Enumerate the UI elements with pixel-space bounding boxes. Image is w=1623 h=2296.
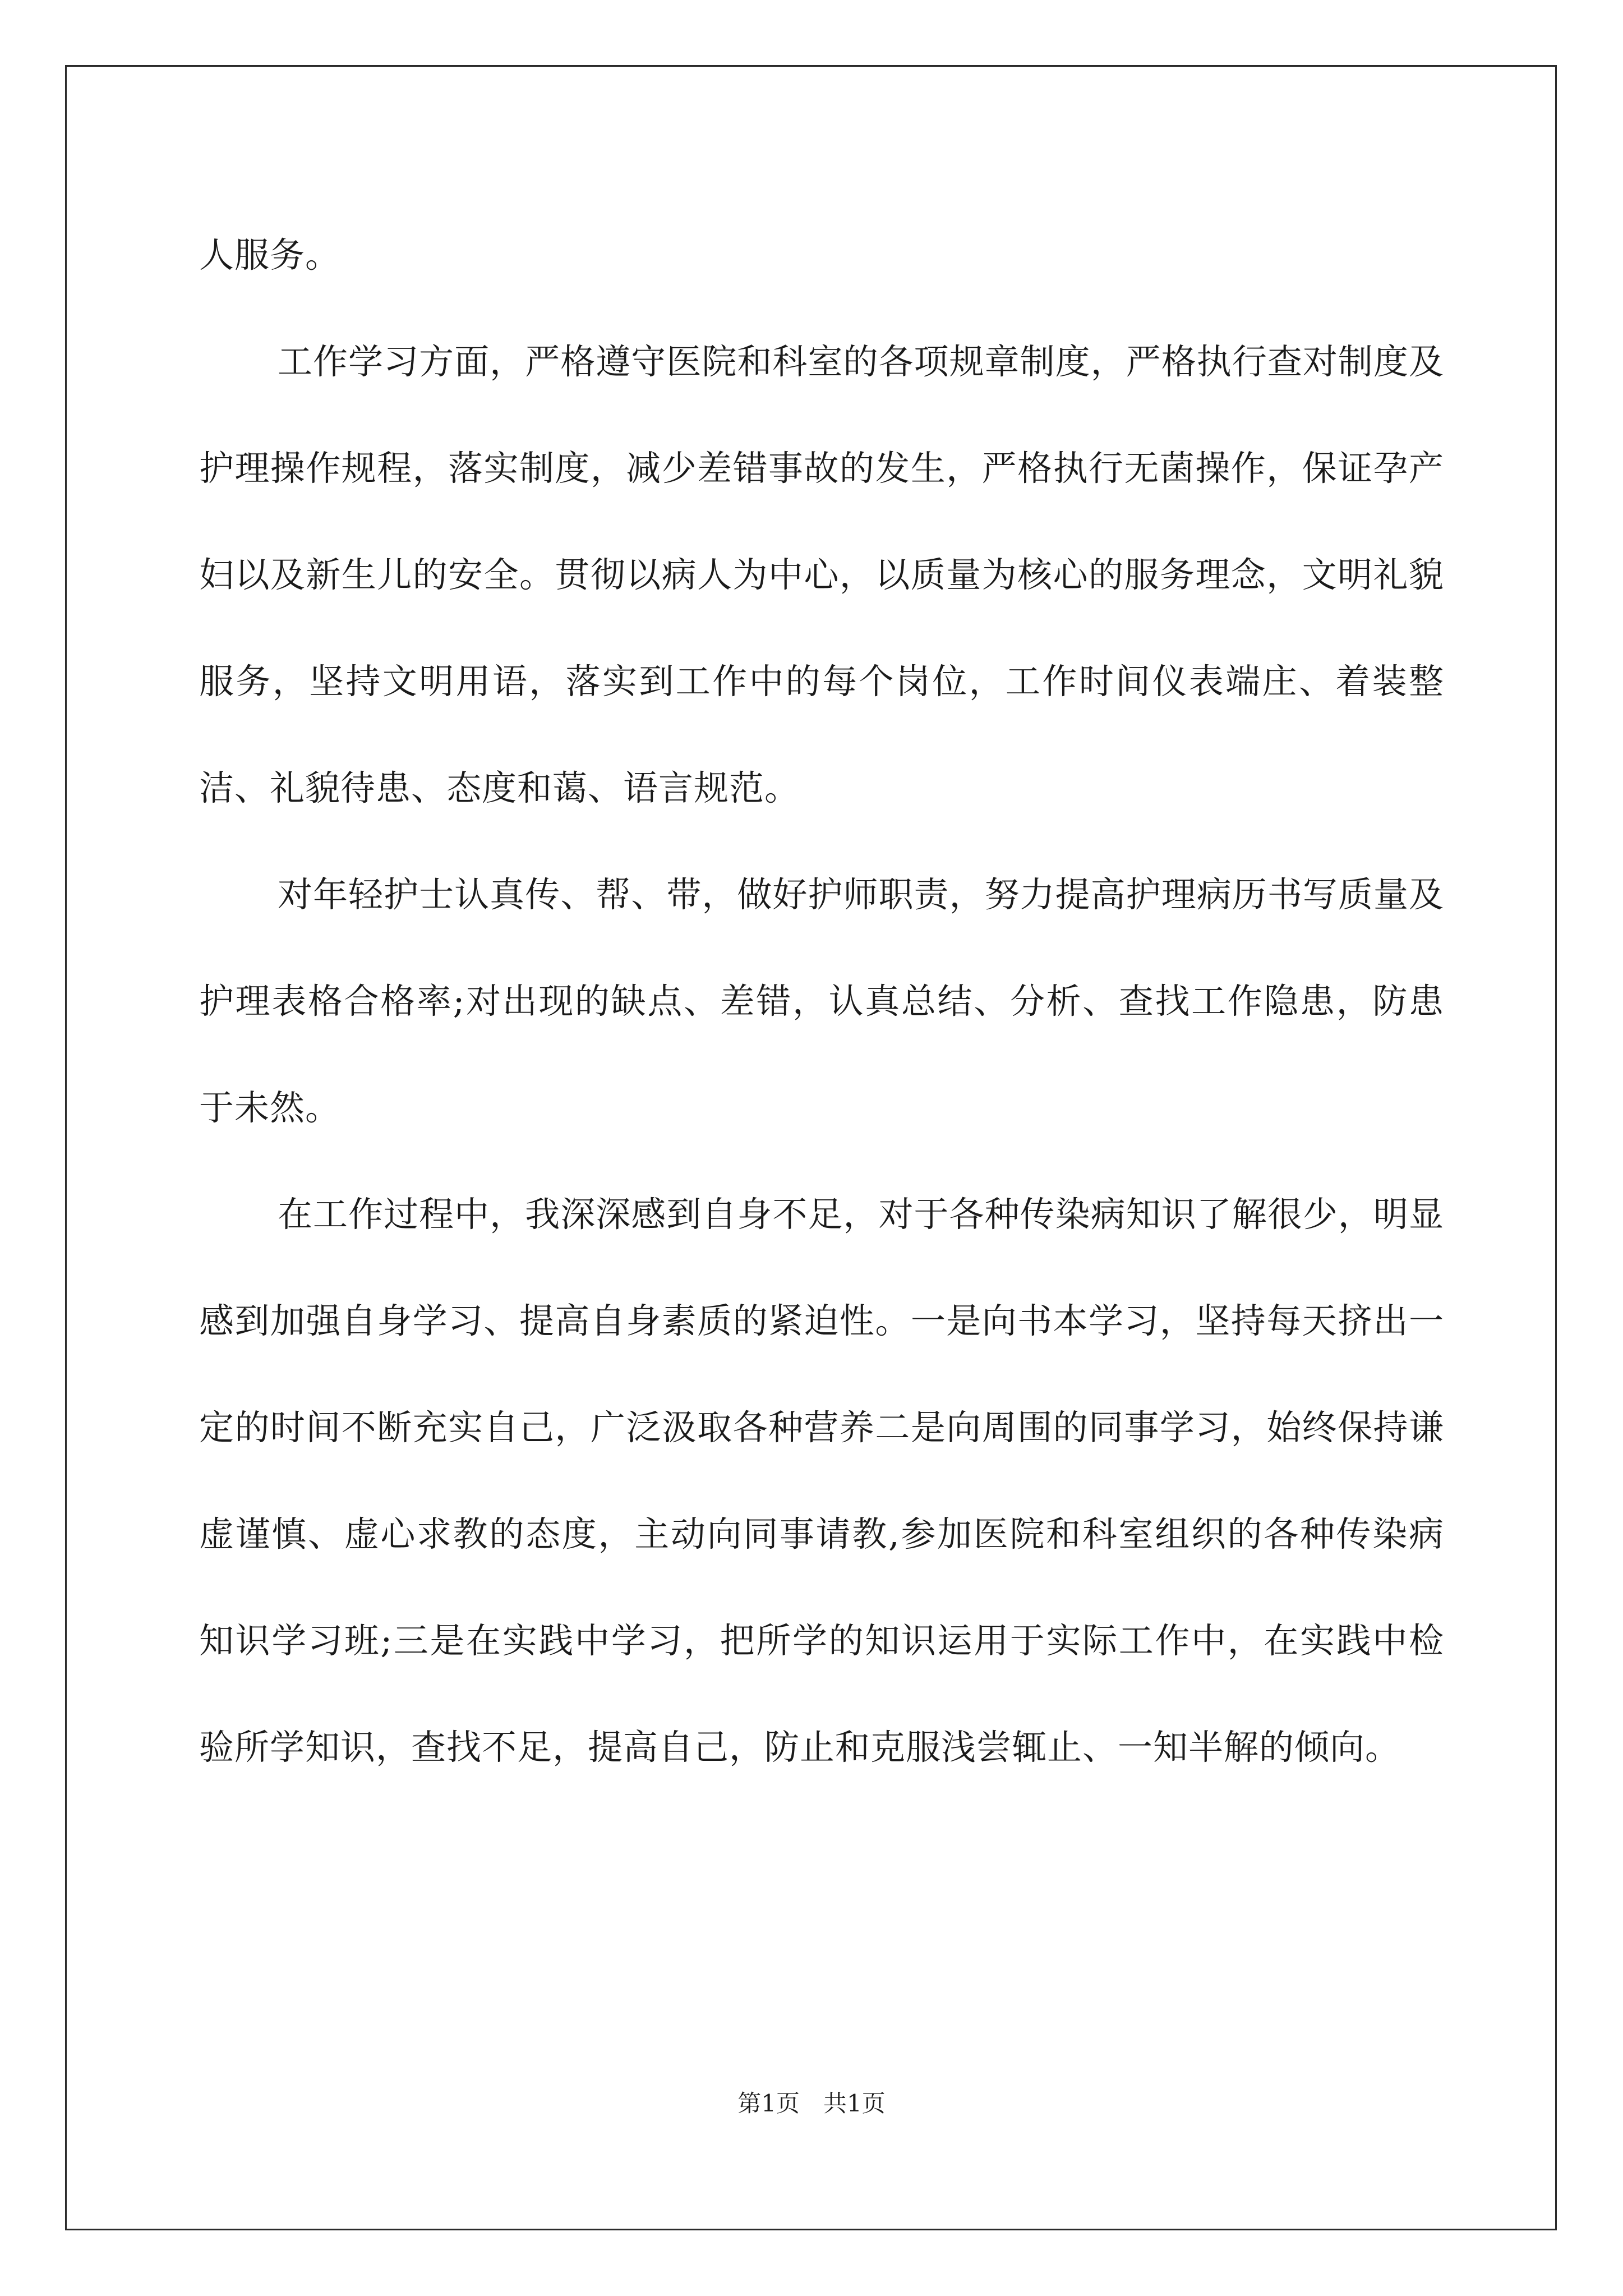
paragraph-4: 在工作过程中，我深深感到自身不足，对于各种传染病知识了解很少，明显感到加强自身学习、提高自身素质的紧迫性。一是向书本学习，坚持每天挤出一定的时间不断充实自己，广泛汲取各种营养二是向周围的同事学习，始终保持谦虚谨慎、虚心求教的态度，主动向同事请教,参加医院和科室组织的各种传染病知识学习班;三是在实践中学习，把所学的知识运用于实际工作中，在实践中检验所学知识，查找不足，提高自己，防止和克服浅尝辄止、一知半解的倾向。 xyxy=(199,1194,1444,1768)
document-body xyxy=(199,202,1444,1801)
paragraph-3: 对年轻护士认真传、帮、带，做好护师职责，努力提高护理病历书写质量及护理表格合格率;对出现的缺点、差错，认真总结、分析、查找工作隐患，防患于未然。 xyxy=(199,874,1444,1128)
page-number-footer: 第1页 共1页 xyxy=(737,2090,886,2117)
paragraph-2: 工作学习方面，严格遵守医院和科室的各项规章制度，严格执行查对制度及护理操作规程，落实制度，减少差错事故的发生，严格执行无菌操作，保证孕产妇以及新生儿的安全。贯彻以病人为中心，以质量为核心的服务理念，文明礼貌服务，坚持文明用语，落实到工作中的每个岗位，工作时间仪表端庄、着装整洁、礼貌待患、态度和蔼、语言规范。 xyxy=(199,341,1444,808)
paragraph-1: 人服务。 xyxy=(199,234,341,275)
